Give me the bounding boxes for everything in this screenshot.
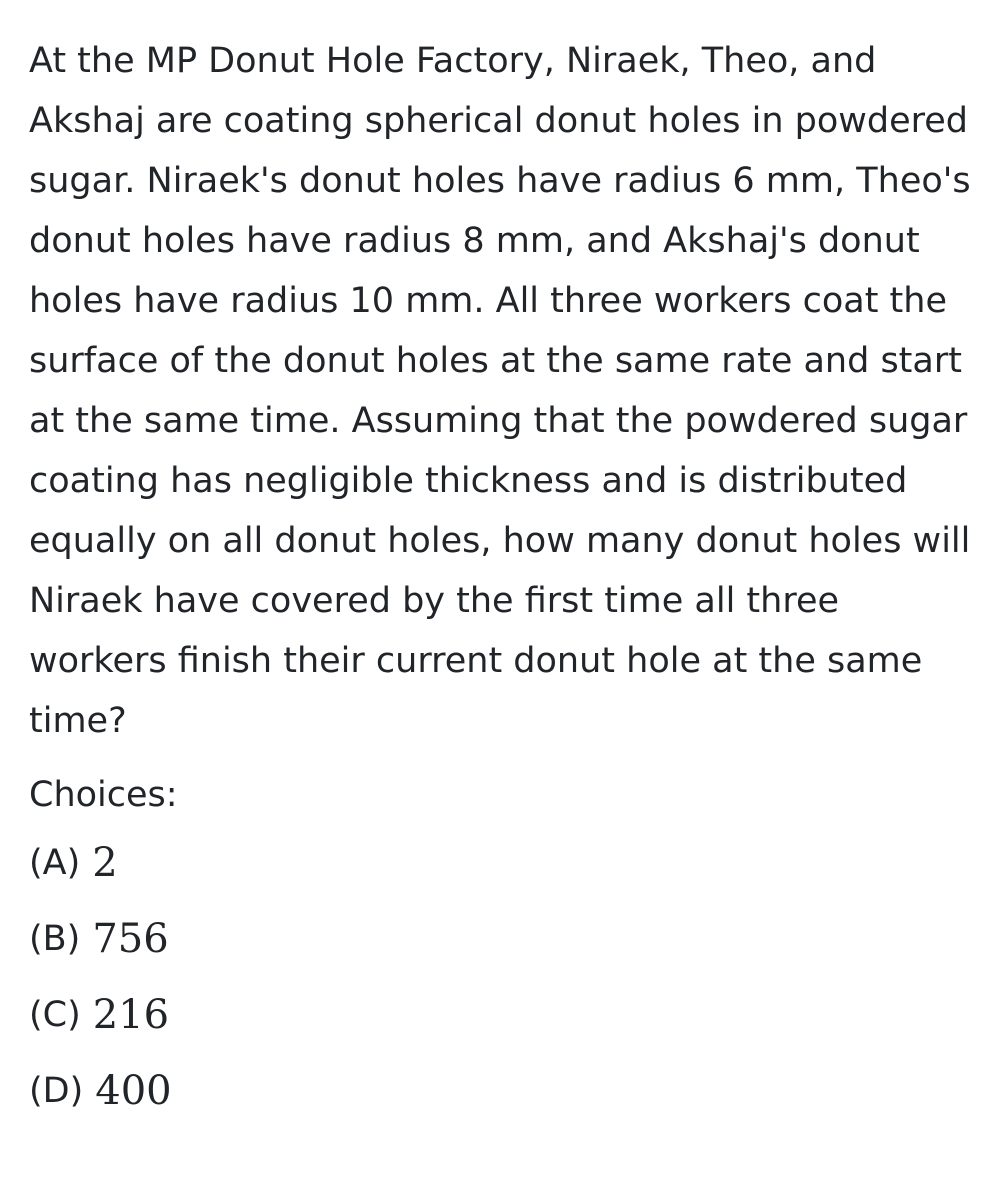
choice-value: 400 bbox=[95, 1068, 172, 1114]
choice-letter: (B) bbox=[29, 919, 81, 959]
choice-letter: (C) bbox=[29, 995, 81, 1035]
choice-value: 2 bbox=[92, 840, 118, 886]
choice-value: 216 bbox=[92, 992, 170, 1038]
choice-b bbox=[29, 901, 974, 977]
choice-c bbox=[29, 977, 974, 1053]
choices-label: Choices: bbox=[29, 775, 178, 815]
choice-d bbox=[29, 1053, 974, 1129]
choice-letter: (A) bbox=[29, 843, 81, 883]
choice-a bbox=[29, 825, 974, 901]
choice-value: 756 bbox=[92, 916, 169, 962]
question-text: At the MP Donut Hole Factory, Niraek, Theo, and Akshaj are coating spherical donut holes in powdered sugar. Niraek's donut holes have radius 6 mm, Theo's donut holes have radius 8 mm, and Akshaj's donut holes have radius 10 mm. All three workers coat the surface of the donut holes at the same rate and start at the same time. Assuming that the powdered sugar coating has negligible thickness and is distributed equally on all donut holes, how many donut holes will Niraek have covered by the first time all three workers finish their current donut hole at the same time? bbox=[29, 41, 971, 741]
problem-container bbox=[29, 31, 974, 1129]
choice-letter: (D) bbox=[29, 1071, 84, 1111]
